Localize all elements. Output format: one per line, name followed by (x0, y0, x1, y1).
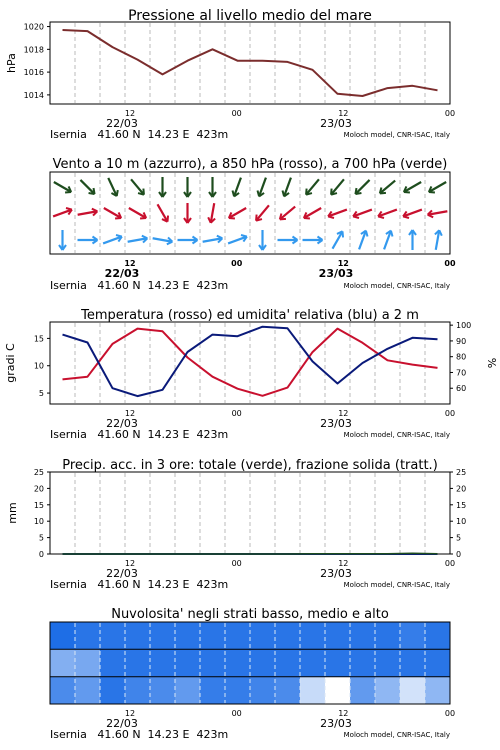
wind-barb-low (227, 233, 248, 246)
cloud-cell-medio (200, 649, 226, 677)
wind-barb-low (178, 237, 198, 244)
wind-barb-mid (402, 206, 423, 219)
wind-barb-low (303, 237, 323, 244)
barb-shaft (256, 205, 269, 220)
y-tick-label: 1020 (23, 22, 44, 32)
y-tick-label: 20 (456, 484, 467, 494)
cloud-cell-medio (275, 649, 301, 677)
cloud-cell-medio (175, 649, 201, 677)
cloud-cell-alto (350, 622, 376, 650)
y-tick-label: 0 (456, 550, 462, 559)
cloud-cell-basso (225, 677, 251, 705)
wind-barb-top (256, 176, 269, 197)
y-tick-label: 100 (456, 321, 472, 331)
cloud-cell-medio (350, 649, 376, 677)
date-label-p2-0: 22/03 (104, 267, 140, 280)
cloud-cell-basso (150, 677, 176, 705)
wind-barb-low (78, 237, 98, 244)
barb-shaft (380, 181, 395, 194)
cloud-cell-medio (250, 649, 276, 677)
wind-barb-low (127, 235, 148, 245)
x-tick-label-p2-1: 00 (231, 259, 243, 268)
y-tick-label: 10 (33, 517, 44, 527)
cloud-cover-cells (50, 622, 451, 705)
wind-barb-mid (184, 203, 191, 223)
wind-barb-top (209, 177, 216, 197)
wind-barb-low (278, 237, 298, 244)
date-label-p2-1: 23/03 (318, 267, 354, 280)
cloud-cell-alto (125, 622, 151, 650)
cloud-cell-alto (175, 622, 201, 650)
cloud-cell-basso (100, 677, 126, 705)
wind-barb-top (184, 177, 191, 197)
humidity-ylabel: % (485, 357, 498, 369)
barb-shaft (280, 207, 295, 220)
cloud-cell-basso (325, 677, 351, 705)
y-tick-label: 5 (456, 533, 462, 543)
cloud-cover-panel (50, 607, 455, 741)
cloud-cell-alto (425, 622, 451, 650)
wind-barb-mid (154, 203, 170, 224)
wind-barb-mid (77, 208, 98, 218)
y-tick-label: 15 (33, 500, 44, 510)
wind-barb-low (59, 230, 66, 250)
y-tick-label: 10 (33, 361, 44, 371)
wind-barb-top (78, 177, 97, 196)
cloud-cell-basso (250, 677, 276, 705)
model-label-p4: Moloch model, CNR-ISAC, Italy (343, 581, 450, 589)
model-label-p3: Moloch model, CNR-ISAC, Italy (343, 431, 450, 439)
cloud-cell-alto (275, 622, 301, 650)
cloud-cell-medio (425, 649, 451, 677)
date-label-p1-1: 23/03 (320, 117, 352, 130)
cloud-cell-medio (100, 649, 126, 677)
x-tick-label-p4-0: 12 (124, 559, 136, 568)
cloud-cell-basso (75, 677, 101, 705)
temperature-title: Temperatura (rosso) ed umidita' relativa (blu) a 2 m (81, 308, 419, 323)
wind-barb-top (328, 177, 346, 197)
cloud-cell-medio (125, 649, 151, 677)
y-tick-label: 1014 (23, 90, 44, 100)
cloud-cell-medio (300, 649, 326, 677)
x-tick-label-p1-1: 00 (231, 109, 242, 118)
x-tick-label-p2-0: 12 (124, 259, 136, 268)
x-tick-label-p5-3: 00 (444, 709, 456, 718)
location-label-p4: Isernia 41.60 N 14.23 E 423m (50, 578, 229, 591)
location-label-p2: Isernia 41.60 N 14.23 E 423m (50, 279, 229, 292)
cloud-cell-medio (400, 649, 426, 677)
wind-panel (50, 157, 456, 292)
cloud-cell-basso (275, 677, 301, 705)
temperature-humidity-panel (4, 308, 498, 441)
y-tick-label: 0 (38, 550, 44, 559)
model-label-p5: Moloch model, CNR-ISAC, Italy (343, 731, 450, 739)
wind-barb-top (303, 177, 321, 197)
wind-barb-mid (52, 206, 73, 219)
barb-shaft (355, 180, 369, 194)
y-tick-label: 5 (38, 389, 44, 399)
model-label-p1: Moloch model, CNR-ISAC, Italy (343, 131, 450, 139)
precipitation-series (63, 553, 438, 554)
y-tick-label: 1018 (23, 45, 44, 55)
wind-barb-low (432, 230, 442, 251)
wind-barb-top (378, 178, 398, 196)
pressure-axes (24, 23, 50, 100)
cloud-cell-basso (125, 677, 151, 705)
cloud-cell-medio (375, 649, 401, 677)
wind-barb-mid (127, 205, 148, 221)
wind-barb-mid (327, 206, 348, 219)
y-tick-label: 90 (456, 336, 467, 346)
x-tick-label-p3-2: 12 (338, 409, 349, 418)
y-tick-label: 5 (38, 533, 44, 543)
y-tick-label: 15 (456, 500, 467, 510)
cloud-cell-alto (325, 622, 351, 650)
wind-barb-top (281, 176, 294, 197)
y-tick-label: 25 (33, 468, 44, 477)
wind-barb-top (105, 176, 120, 197)
cloud-cell-basso (400, 677, 426, 705)
wind-barb-mid (102, 205, 123, 221)
cloud-cell-basso (50, 677, 76, 705)
cloud-cell-medio (50, 649, 76, 677)
barb-shaft (80, 180, 94, 194)
cloud-cell-alto (250, 622, 276, 650)
wind-barb-top (231, 176, 244, 197)
y-tick-label: 1016 (23, 68, 44, 78)
wind-barb-low (409, 230, 416, 250)
wind-barb-mid (302, 205, 323, 221)
x-tick-label-p1-3: 00 (444, 109, 456, 118)
wind-title: Vento a 10 m (azzurro), a 850 hPa (rosso), a 700 hPa (verde) (52, 157, 448, 172)
date-label-p5-0: 22/03 (106, 717, 138, 730)
wind-barb-mid (227, 205, 248, 221)
y-tick-label: 15 (33, 334, 44, 344)
y-tick-label: 10 (456, 517, 467, 527)
cloud-cell-alto (300, 622, 326, 650)
x-tick-label-p4-2: 12 (338, 559, 349, 568)
x-tick-label-p5-2: 12 (338, 709, 349, 718)
model-label-p2: Moloch model, CNR-ISAC, Italy (343, 282, 450, 290)
cloud-cell-basso (175, 677, 201, 705)
y-tick-label: 60 (456, 384, 467, 394)
location-label-p3: Isernia 41.60 N 14.23 E 423m (50, 428, 229, 441)
pressure-plot-frame (50, 22, 450, 104)
date-label-p3-0: 22/03 (106, 417, 138, 430)
barb-shaft (131, 179, 144, 194)
wind-barb-low (381, 229, 394, 250)
date-label-p1-0: 22/03 (106, 117, 138, 130)
wind-barb-low (102, 233, 123, 246)
wind-barb-low (259, 230, 266, 250)
x-tick-label-p2-2: 12 (337, 259, 349, 268)
cloud-cell-basso (200, 677, 226, 705)
cloud-cell-basso (300, 677, 326, 705)
cloud-cell-medio (150, 649, 176, 677)
cloud-cell-medio (225, 649, 251, 677)
wind-barb-low (202, 235, 223, 245)
barb-shaft (306, 179, 319, 194)
x-tick-label-p1-0: 12 (124, 109, 136, 118)
wind-barb-top (128, 177, 146, 197)
pressure-panel (5, 8, 455, 141)
cloud-cell-alto (100, 622, 126, 650)
y-tick-label: 80 (456, 352, 467, 362)
wind-barb-low (356, 229, 369, 250)
pressure-title: Pressione al livello medio del mare (128, 8, 372, 24)
wind-barb-top (52, 179, 73, 195)
wind-barb-top (427, 179, 448, 195)
cloud-cell-basso (375, 677, 401, 705)
date-label-p5-1: 23/03 (320, 717, 352, 730)
cloud-cell-basso (425, 677, 451, 705)
wind-barb-top (402, 179, 423, 195)
x-tick-label-p3-0: 12 (124, 409, 136, 418)
cloud-cell-alto (150, 622, 176, 650)
cloud-cell-alto (200, 622, 226, 650)
location-label-p1: Isernia 41.60 N 14.23 E 423m (50, 128, 229, 141)
wind-barb-mid (377, 206, 398, 219)
wind-barb-low (329, 230, 345, 251)
date-label-p3-1: 23/03 (320, 417, 352, 430)
cloud-cell-alto (375, 622, 401, 650)
wind-barb-mid (253, 203, 271, 223)
y-tick-label: 25 (456, 468, 467, 477)
cloud-title: Nuvolosita' negli strati basso, medio e alto (111, 607, 389, 622)
wind-barb-low (152, 235, 173, 245)
x-tick-label-p4-1: 00 (231, 559, 242, 568)
y-tick-label: 20 (33, 484, 44, 494)
x-tick-label-p4-3: 00 (444, 559, 456, 568)
x-tick-label-p5-0: 12 (124, 709, 136, 718)
precipitation-plot-frame (50, 472, 450, 554)
wind-barb-mid (352, 206, 373, 219)
precipitation-total-line (63, 553, 438, 554)
pressure-ylabel: hPa (5, 53, 18, 73)
location-label-p5: Isernia 41.60 N 14.23 E 423m (50, 728, 229, 741)
wind-barb-mid (278, 204, 298, 222)
precipitation-title: Precip. acc. in 3 ore: totale (verde), frazione solida (tratt.) (62, 458, 438, 473)
date-label-p4-1: 23/03 (320, 567, 352, 580)
wind-barb-mid (427, 208, 448, 218)
wind-barb-top (353, 177, 372, 196)
wind-barb-top (159, 177, 166, 197)
cloud-cell-alto (400, 622, 426, 650)
wind-barb-mid (207, 203, 217, 224)
precipitation-ylabel: mm (6, 502, 19, 524)
x-tick-label-p3-1: 00 (231, 409, 242, 418)
cloud-cell-alto (50, 622, 76, 650)
barb-shaft (331, 179, 344, 194)
cloud-cell-basso (350, 677, 376, 705)
cloud-cell-alto (75, 622, 101, 650)
x-tick-label-p1-2: 12 (338, 109, 349, 118)
x-tick-label-p5-1: 00 (231, 709, 242, 718)
cloud-cell-alto (225, 622, 251, 650)
cloud-cell-medio (75, 649, 101, 677)
temperature-ylabel: gradi C (4, 343, 17, 383)
x-tick-label-p3-3: 00 (444, 409, 456, 418)
x-tick-label-p2-3: 00 (444, 259, 456, 268)
cloud-cell-medio (325, 649, 351, 677)
y-tick-label: 70 (456, 368, 467, 378)
date-label-p4-0: 22/03 (106, 567, 138, 580)
